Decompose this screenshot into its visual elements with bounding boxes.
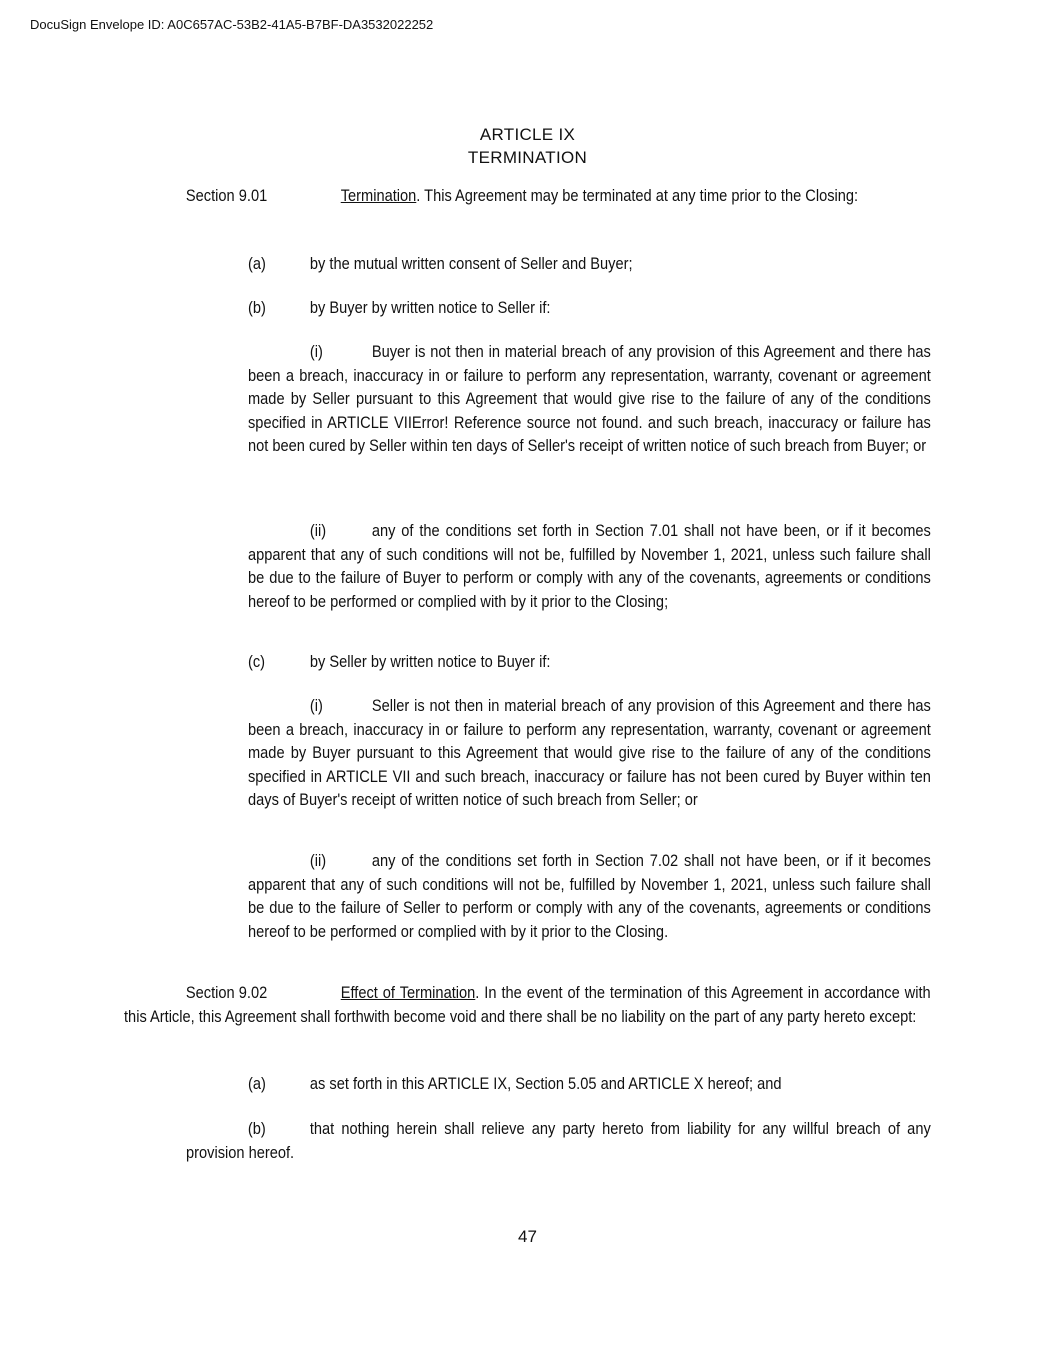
item-text: as set forth in this ARTICLE IX, Section 5.05 and ARTICLE X hereof; and [309,1074,782,1093]
subitem-b-ii [248,519,931,613]
page-number: 47 [518,1227,537,1246]
subitem-text: any of the conditions set forth in Section 7.02 shall not have been, or if it becomes apparent that any of such conditions will not be, fulfilled by November 1, 2021, unless such failure shall be due to the failure of Seller to perform or comply with any of the covenants, agreements or conditions hereof to be performed or complied with by it prior to the Closing. [248,851,931,941]
subitem-label: (ii) [309,851,327,870]
docusign-envelope-id: DocuSign Envelope ID: A0C657AC-53B2-41A5-B7BF-DA3532022252 [30,17,434,32]
section-label: Section 9.01 [185,186,268,205]
subitem-text: any of the conditions set forth in Section 7.01 shall not have been, or if it becomes apparent that any of such conditions will not be, fulfilled by November 1, 2021, unless such failure shall be due to the failure of Buyer to perform or comply with any of the covenants, agreements or conditions hereof to be performed or complied with by it prior to the Closing; [248,521,931,611]
item-text: by the mutual written consent of Seller and Buyer; [309,254,633,273]
item-text: that nothing herein shall relieve any party hereto from liability for any willful breach of any provision hereof. [186,1119,931,1162]
article-title: TERMINATION [467,148,588,167]
section-heading: Termination [340,186,417,205]
section-intro: . In the event of the termination of this Agreement in accordance with this Article, this Agreement shall forthwith become void and there shall be no liability on the part of any party hereto except: [124,983,931,1026]
section-intro: . This Agreement may be terminated at any time prior to the Closing: [416,186,859,205]
item-c [248,650,931,674]
effect-item-a [248,1072,931,1096]
section-9-02-paragraph [124,981,931,1028]
item-label: (a) [248,254,266,273]
article-number: ARTICLE IX [479,125,576,144]
subitem-label: (i) [309,342,323,361]
subitem-text: Seller is not then in material breach of any provision of this Agreement and there has been a breach, inaccuracy in or failure to perform any representation, warranty, covenant or agreement made by Buyer pursuant to this Agreement that would give rise to the failure of any of the conditions specified in ARTICLE VII and such breach, inaccuracy or failure has not been cured by Buyer within ten days of Buyer's receipt of written notice of such breach from Seller; or [248,696,931,809]
subitem-b-i [248,340,931,458]
item-b [248,296,931,320]
item-a [248,252,931,276]
effect-item-b [186,1117,931,1164]
section-heading: Effect of Termination [340,983,476,1002]
item-label: (b) [247,1119,266,1138]
item-label: (c) [248,652,266,671]
subitem-label: (ii) [309,521,327,540]
subitem-label: (i) [309,696,323,715]
item-label: (b) [248,298,266,317]
item-label: (a) [248,1074,266,1093]
subitem-c-ii [248,849,931,943]
subitem-c-i [248,694,931,812]
section-9-01-paragraph [124,184,931,208]
subitem-text: Buyer is not then in material breach of any provision of this Agreement and there has been a breach, inaccuracy in or failure to perform any representation, warranty, covenant or agreement made by Seller pursuant to this Agreement that would give rise to the failure of any of the conditions specified in ARTICLE VIIError! Reference source not found. and such breach, inaccuracy or failure has not been cured by Seller within ten days of Seller's receipt of written notice of such breach from Buyer; or [248,342,931,455]
section-label: Section 9.02 [185,983,268,1002]
item-text: by Buyer by written notice to Seller if: [309,298,551,317]
item-text: by Seller by written notice to Buyer if: [309,652,551,671]
